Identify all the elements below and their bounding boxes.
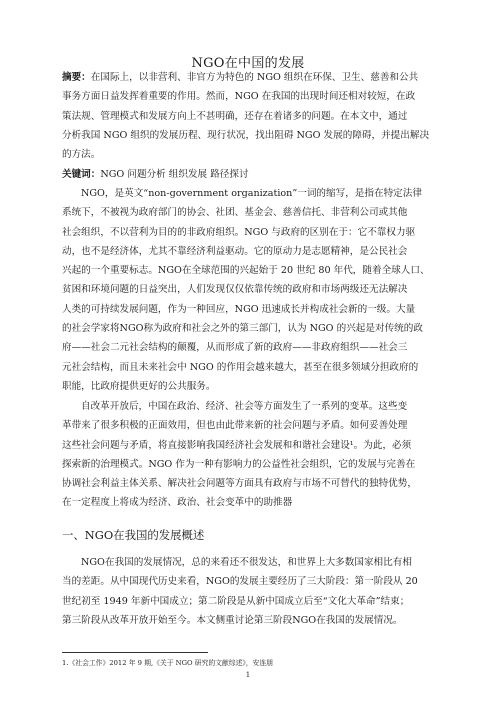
footnote-divider [62, 652, 208, 653]
abstract-line: 分析我国 NGO 组织的发展历程、现行状况，找出阻碍 NGO 发展的障碍，并提出解决 [62, 129, 430, 141]
document-title: NGO在中国的发展 [191, 56, 305, 71]
paragraph-reform [62, 397, 434, 513]
keywords-block [62, 165, 434, 184]
abstract-block [62, 68, 434, 164]
paragraph-ngo-definition [62, 184, 434, 396]
abstract-line: 的方法。 [62, 149, 101, 161]
paragraph-line: 元社会结构，而且未来社会中 NGO 的作用会越来越大，甚至在很多领域分担政府的 [62, 361, 419, 373]
paragraph-line: 职能，比政府提供更好的公共服务。 [62, 380, 216, 392]
abstract-line: 策法规、管理模式和发展方向上不甚明确，还存在着诸多的问题。在本文中，通过 [62, 110, 408, 122]
paragraph-line: 府——社会二元社会结构的颠覆，从而形成了新的政府——非政府组织——社会三 [62, 342, 408, 354]
footnote: 1.《社会工作》2012 年 9 期,《关于 NGO 研究的文献综述》，安连朋 [62, 659, 273, 667]
paragraph-line: 自改革开放后，中国在政治、经济、社会等方面发生了一系列的变革。这些变 [81, 401, 408, 412]
abstract-label: 摘要： [62, 72, 91, 83]
keywords-text: NGO 问题分析 组织发展 路径探讨 [100, 169, 249, 180]
paragraph-line: 当的差距。从中国现代历史来看，NGO的发展主要经历了三大阶段：第一阶段从 20 [62, 576, 418, 588]
section-heading: 一、NGO在我国的发展概述 [62, 528, 205, 542]
paragraph-line: 探索新的治理模式。NGO 作为一种有影响力的公益性社会组织，它的发展与完善在 [62, 458, 416, 470]
paragraph-line: NGO在我国的发展情况，总的来看还不很发达，和世界上大多数国家相比有相 [81, 557, 412, 568]
paragraph-line: 在一定程度上将成为经济、政治、社会变革中的助推器 [62, 497, 293, 509]
paragraph-line: 这些社会问题与矛盾，将直接影响我国经济社会发展和和谐社会建设¹。为此，必须 [62, 439, 412, 451]
keywords-label: 关键词： [62, 169, 101, 180]
paragraph-line: 世纪初至 1949 年新中国成立；第二阶段是从新中国成立后至“文化大革命”结束； [62, 595, 410, 607]
abstract-line: 摘要：在国际上，以非营利、非官方为特色的 NGO 组织在环保、卫生、慈善和公共 [62, 72, 419, 83]
paragraph-line: 人类的可持续发展问题，作为一种回应，NGO 迅速成长并构成社会新的一级。大量 [62, 303, 416, 315]
paragraph-line: 社会组织，不以营利为目的的非政府组织。NGO 与政府的区别在于：它不靠权力驱 [62, 226, 416, 238]
paragraph-line: 贫困和环境问题的日益突出，人们发现仅仅依靠传统的政府和市场两级还无法解决 [62, 284, 408, 296]
paragraph-line: 第三阶段从改革开放开始至今。本文侧重讨论第三阶段NGO在我国的发展情况。 [62, 614, 403, 626]
paragraph-line: 兴起的一个重要标志。NGO在全球范围的兴起始于 20 世纪 80 年代，随着全球人口、 [62, 265, 430, 277]
section-body [62, 553, 434, 630]
page-number: 1 [245, 671, 251, 679]
paragraph-line: 的社会学家将NGO称为政府和社会之外的第三部门，认为 NGO 的兴起是对传统的政 [62, 323, 423, 335]
paragraph-line: 革带来了很多积极的正面效用，但也由此带来新的社会问题与矛盾。如何妥善处理 [62, 420, 408, 432]
paragraph-line: 系统下，不被视为政府部门的协会、社团、基金会、慈善信托、非营利公司或其他 [62, 207, 408, 219]
keywords-line [62, 165, 434, 184]
paragraph-line: 动，也不是经济体，尤其不靠经济利益驱动。它的原动力是志愿精神，是公民社会 [62, 245, 408, 257]
paragraph-line: 协调社会利益主体关系、解决社会问题等方面具有政府与市场不可替代的独特优势， [62, 478, 417, 490]
paragraph-line: NGO，是英文“non-government organization”一词的缩写，是指在特定法律 [81, 188, 422, 199]
abstract-line: 事务方面日益发挥着重要的作用。然而，NGO 在我国的出现时间还相对较短，在政 [62, 91, 416, 103]
